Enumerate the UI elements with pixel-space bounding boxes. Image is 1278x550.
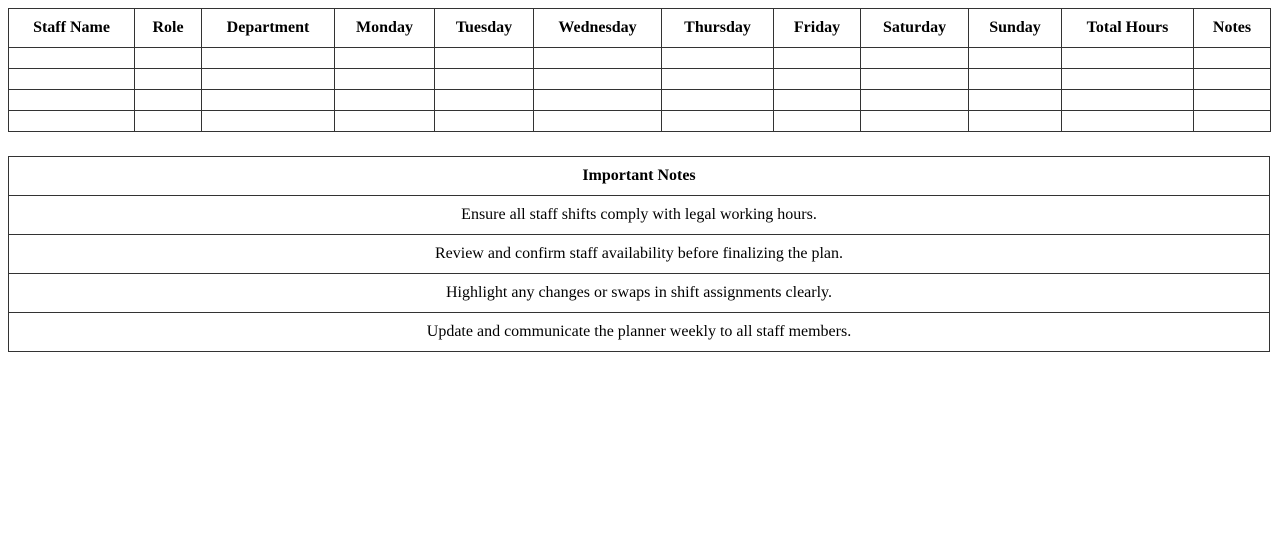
note-item: Update and communicate the planner weekly to all staff members.: [9, 313, 1270, 352]
table-cell[interactable]: [435, 90, 534, 111]
table-cell[interactable]: [774, 111, 861, 132]
table-cell[interactable]: [335, 48, 435, 69]
note-item: Ensure all staff shifts comply with legal working hours.: [9, 196, 1270, 235]
schedule-body: [9, 48, 1271, 132]
table-cell[interactable]: [662, 111, 774, 132]
table-row: [9, 90, 1271, 111]
header-notes: Notes: [1194, 9, 1271, 48]
header-friday: Friday: [774, 9, 861, 48]
table-cell[interactable]: [1062, 111, 1194, 132]
header-role: Role: [135, 9, 202, 48]
table-cell[interactable]: [202, 48, 335, 69]
table-cell[interactable]: [9, 111, 135, 132]
table-cell[interactable]: [1062, 90, 1194, 111]
table-cell[interactable]: [202, 69, 335, 90]
table-cell[interactable]: [774, 48, 861, 69]
table-cell[interactable]: [662, 69, 774, 90]
table-row: [9, 111, 1271, 132]
table-cell[interactable]: [534, 111, 662, 132]
table-cell[interactable]: [1194, 48, 1271, 69]
table-cell[interactable]: [335, 90, 435, 111]
table-cell[interactable]: [1062, 69, 1194, 90]
header-sunday: Sunday: [969, 9, 1062, 48]
header-monday: Monday: [335, 9, 435, 48]
note-row: [9, 235, 1270, 274]
table-cell[interactable]: [861, 90, 969, 111]
note-row: [9, 274, 1270, 313]
table-cell[interactable]: [861, 48, 969, 69]
table-cell[interactable]: [9, 69, 135, 90]
staff-schedule-table: [8, 8, 1271, 132]
table-cell[interactable]: [135, 48, 202, 69]
table-cell[interactable]: [969, 48, 1062, 69]
table-cell[interactable]: [435, 48, 534, 69]
table-cell[interactable]: [9, 48, 135, 69]
table-cell[interactable]: [135, 69, 202, 90]
table-cell[interactable]: [9, 90, 135, 111]
important-notes-table: [8, 156, 1270, 352]
table-cell[interactable]: [435, 69, 534, 90]
header-saturday: Saturday: [861, 9, 969, 48]
table-cell[interactable]: [534, 48, 662, 69]
header-total-hours: Total Hours: [1062, 9, 1194, 48]
header-wednesday: Wednesday: [534, 9, 662, 48]
note-row: [9, 196, 1270, 235]
table-cell[interactable]: [969, 69, 1062, 90]
table-cell[interactable]: [1062, 48, 1194, 69]
table-cell[interactable]: [135, 111, 202, 132]
notes-title: Important Notes: [9, 157, 1270, 196]
table-cell[interactable]: [202, 90, 335, 111]
table-row: [9, 69, 1271, 90]
table-cell[interactable]: [202, 111, 335, 132]
table-cell[interactable]: [969, 111, 1062, 132]
table-cell[interactable]: [335, 111, 435, 132]
page-content: [8, 8, 1270, 352]
header-staff-name: Staff Name: [9, 9, 135, 48]
table-cell[interactable]: [1194, 69, 1271, 90]
header-department: Department: [202, 9, 335, 48]
schedule-header-row: [9, 9, 1271, 48]
table-cell[interactable]: [662, 48, 774, 69]
table-cell[interactable]: [435, 111, 534, 132]
table-row: [9, 48, 1271, 69]
note-item: Highlight any changes or swaps in shift assignments clearly.: [9, 274, 1270, 313]
table-cell[interactable]: [969, 90, 1062, 111]
table-cell[interactable]: [774, 69, 861, 90]
table-cell[interactable]: [662, 90, 774, 111]
notes-header-row: [9, 157, 1270, 196]
header-tuesday: Tuesday: [435, 9, 534, 48]
table-cell[interactable]: [534, 90, 662, 111]
table-cell[interactable]: [861, 111, 969, 132]
table-cell[interactable]: [534, 69, 662, 90]
table-cell[interactable]: [774, 90, 861, 111]
table-cell[interactable]: [861, 69, 969, 90]
note-item: Review and confirm staff availability before finalizing the plan.: [9, 235, 1270, 274]
table-cell[interactable]: [1194, 111, 1271, 132]
note-row: [9, 313, 1270, 352]
table-cell[interactable]: [335, 69, 435, 90]
header-thursday: Thursday: [662, 9, 774, 48]
table-cell[interactable]: [1194, 90, 1271, 111]
table-cell[interactable]: [135, 90, 202, 111]
